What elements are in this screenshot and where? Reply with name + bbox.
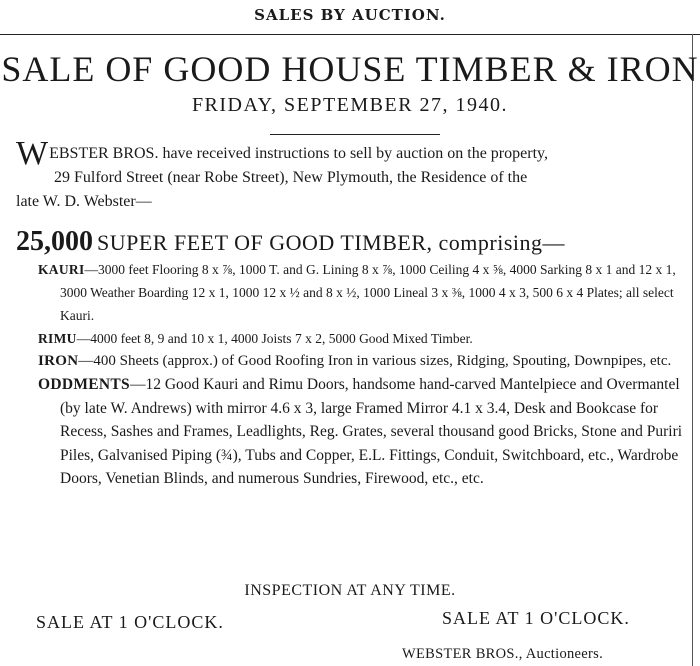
column-edge-rule [692, 34, 693, 666]
lead-line [16, 226, 696, 258]
item-iron [38, 350, 692, 373]
item-head: RIMU [38, 331, 77, 346]
item-text: —400 Sheets (approx.) of Good Roofing Iron in various sizes, Ridging, Spouting, Downpipes, etc. [78, 353, 672, 369]
drop-cap: W [16, 135, 49, 172]
sale-time-left: SALE AT 1 O'CLOCK. [36, 612, 224, 632]
item-rimu [38, 327, 692, 350]
item-text: —4000 feet 8, 9 and 10 x 1, 4000 Joists 7 x 2, 5000 Good Mixed Timber. [76, 331, 473, 346]
intro-line-1: EBSTER BROS. have received instructions to sell by auction on the property, [49, 145, 548, 162]
item-head: KAURI [38, 262, 85, 277]
auctioneer-signature: WEBSTER BROS., Auctioneers. [402, 646, 604, 662]
intro-line-2: 29 Fulford Street (near Robe Street), New Plymouth, the Residence of the [54, 169, 528, 186]
ad-title: SALE OF GOOD HOUSE TIMBER & IRON [1, 49, 699, 89]
lead-text: SUPER FEET OF GOOD TIMBER, comprising— [97, 230, 566, 255]
intro-paragraph [16, 135, 692, 214]
sale-date: FRIDAY, SEPTEMBER 27, 1940. [191, 94, 509, 116]
header-rule [0, 34, 700, 35]
item-text: —3000 feet Flooring 8 x ⅞, 1000 T. and G. Lining 8 x ⅞, 1000 Ceiling 4 x ⅝, 4000 Sarking 8 x 1 and 12 x 1, 3000 Weather Boarding 12 x 1, 1000 12 x ½ and 8 x ½, 1000 Lineal 3 x ⅜, 1000 4 x 3, 500 6 x 4 Plates; all select Kauri. [60, 262, 676, 323]
item-text: —12 Good Kauri and Rimu Doors, handsome hand-carved Mantelpiece and Overmantel (by late W. Andrews) with mirror 4.6 x 3, large Framed Mirror 4.1 x 3.4, Desk and Bookcase for Recess, Sashes and Frames, Leadlights, Reg. Grates, several thousand good Bricks, Stone and Puriri Piles, Galvanised Piping (¾), Tubs and Copper, E.L. Fittings, Conduit, Switchboard, etc., Wardrobe Doors, Venetian Blinds, and numerous Sundries, Firewood, etc., etc. [60, 376, 683, 487]
sale-time-right: SALE AT 1 O'CLOCK. [442, 608, 630, 628]
lead-number: 25,000 [16, 226, 93, 257]
item-head: ODDMENTS [38, 376, 130, 393]
section-header: SALES BY AUCTION. [254, 6, 446, 24]
item-oddments [38, 373, 692, 491]
intro-line-3: late W. D. Webster— [16, 193, 152, 210]
item-list [38, 258, 692, 491]
item-head: IRON [38, 353, 79, 369]
title-divider [270, 134, 440, 135]
inspection-notice: INSPECTION AT ANY TIME. [244, 582, 456, 599]
item-kauri [38, 258, 692, 327]
